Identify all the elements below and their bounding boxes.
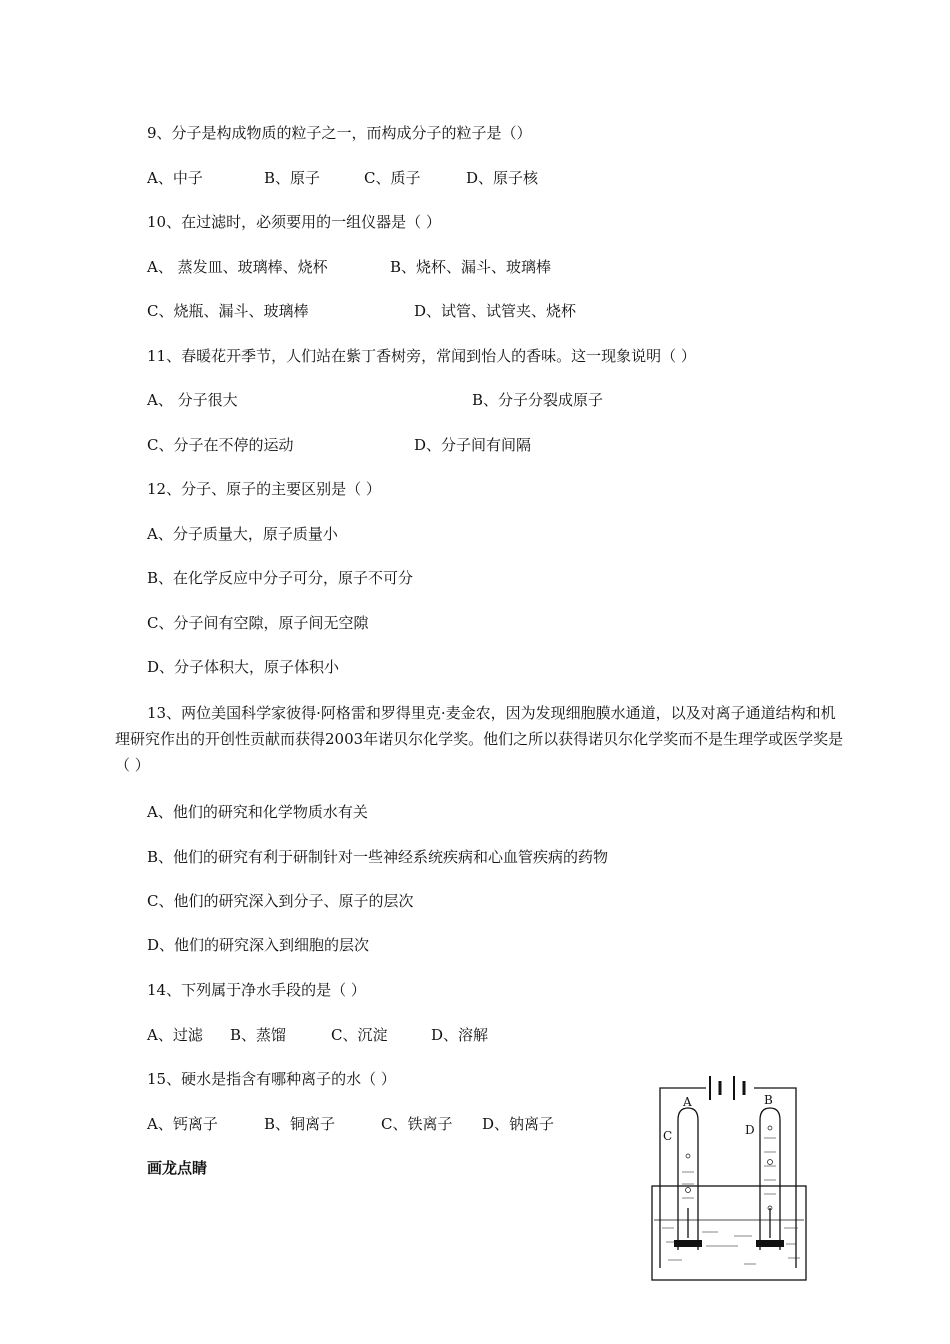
label-c: C — [663, 1129, 673, 1143]
q13-option-d: D、他们的研究深入到细胞的层次 — [147, 936, 370, 954]
q10-stem: 10、在过滤时，必须要用的一组仪器是（ ） — [147, 213, 441, 231]
q11-stem: 11、春暖花开季节，人们站在紫丁香树旁，常闻到怡人的香味。这一现象说明（ ） — [147, 347, 696, 365]
electrode-a — [674, 1240, 702, 1247]
q11-option-b: B、分子分裂成原子 — [472, 391, 604, 409]
label-a: A — [683, 1095, 692, 1109]
q12-option-d: D、分子体积大，原子体积小 — [147, 658, 340, 676]
q15-stem: 15、硬水是指含有哪种离子的水（ ） — [147, 1070, 396, 1088]
q11-option-a: A、 分子很大 — [147, 391, 238, 409]
q14-option-c: C、沉淀 — [331, 1026, 388, 1044]
q14-option-d: D、溶解 — [431, 1026, 489, 1044]
q15-option-c: C、铁离子 — [381, 1115, 453, 1133]
label-b: B — [764, 1093, 773, 1107]
q14-option-a: A、过滤 — [147, 1026, 203, 1044]
q9-option-a: A、中子 — [147, 169, 203, 187]
q9-option-d: D、原子核 — [466, 169, 539, 187]
q13-stem: 13、两位美国科学家彼得·阿格雷和罗得里克·麦金农，因为发现细胞膜水通道，以及对离子通道结构和机理研究作出的开创性贡献而获得2003年诺贝尔化学奖。他们之所以获得诺贝尔化学奖而不是生理学或医学奖是 （ ） — [115, 704, 844, 774]
q15-option-a: A、钙离子 — [147, 1115, 218, 1133]
water-trough — [652, 1186, 806, 1280]
q15-option-d: D、钠离子 — [482, 1115, 555, 1133]
q13-option-b: B、他们的研究有利于研制针对一些神经系统疾病和心血管疾病的药物 — [147, 848, 609, 866]
q12-stem: 12、分子、原子的主要区别是（ ） — [147, 480, 381, 498]
q13-option-a: A、他们的研究和化学物质水有关 — [147, 803, 368, 821]
q14-option-b: B、蒸馏 — [230, 1026, 287, 1044]
q9-option-b: B、原子 — [264, 169, 321, 187]
q10-option-b: B、烧杯、漏斗、玻璃棒 — [390, 258, 552, 276]
label-d: D — [745, 1123, 755, 1137]
q12-option-b: B、在化学反应中分子可分，原子不可分 — [147, 569, 414, 587]
electrolysis-apparatus-figure — [648, 1068, 810, 1286]
q11-option-c: C、分子在不停的运动 — [147, 436, 294, 454]
q11-option-d: D、分子间有间隔 — [414, 436, 532, 454]
q10-option-d: D、试管、试管夹、烧杯 — [414, 302, 577, 320]
q10-option-c: C、烧瓶、漏斗、玻璃棒 — [147, 302, 309, 320]
q15-option-b: B、铜离子 — [264, 1115, 336, 1133]
q14-stem: 14、下列属于净水手段的是（ ） — [147, 981, 366, 999]
q9-stem: 9、分子是构成物质的粒子之一，而构成分子的粒子是（） — [147, 124, 532, 142]
q12-option-a: A、分子质量大，原子质量小 — [147, 525, 338, 543]
q13-option-c: C、他们的研究深入到分子、原子的层次 — [147, 892, 414, 910]
q10-option-a: A、 蒸发皿、玻璃棒、烧杯 — [147, 258, 328, 276]
section-heading: 画龙点睛 — [147, 1159, 208, 1177]
electrode-b — [756, 1240, 784, 1247]
q9-option-c: C、质子 — [364, 169, 421, 187]
q12-option-c: C、分子间有空隙，原子间无空隙 — [147, 614, 369, 632]
